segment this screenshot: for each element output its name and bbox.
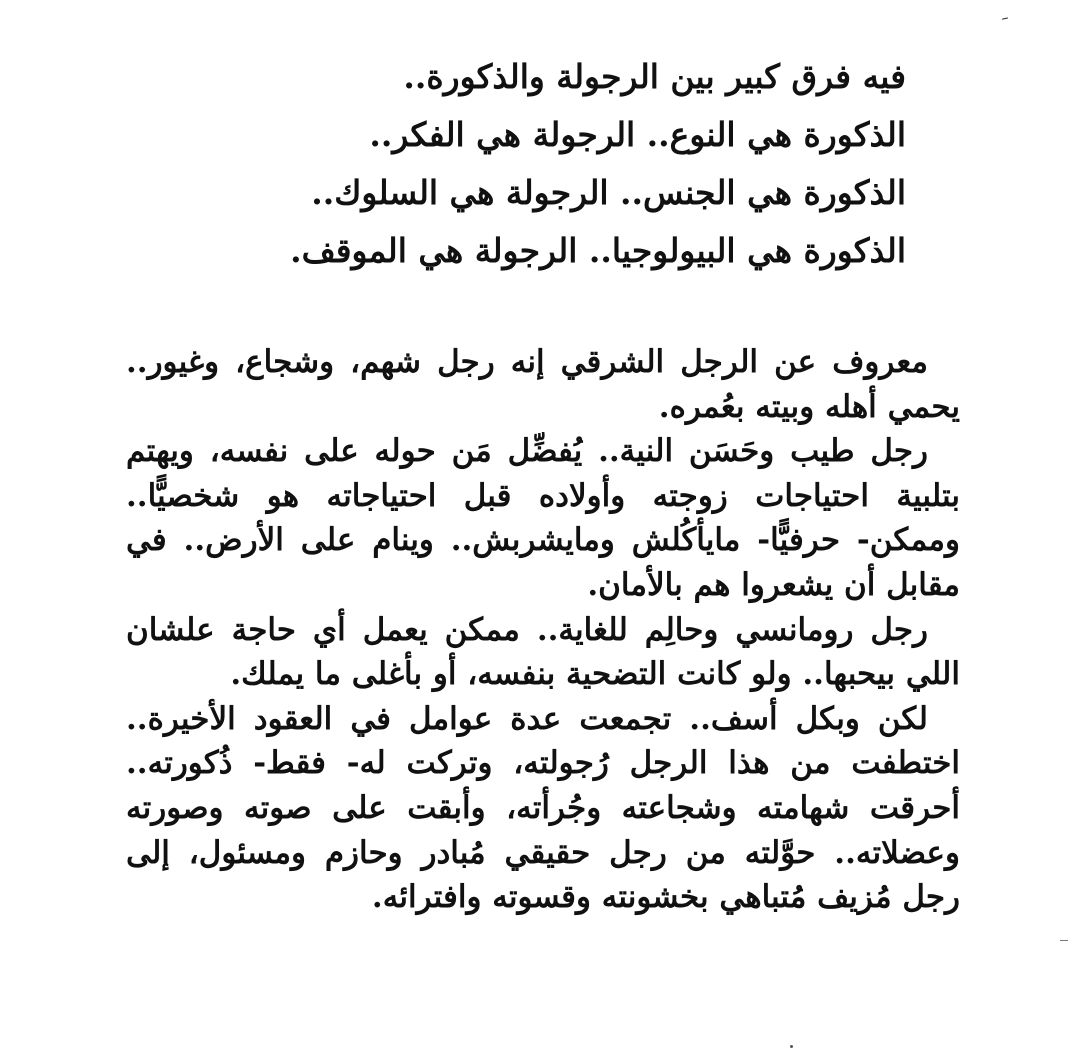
paragraph-line: معروف عن الرجل الشرقي إنه رجل شهم، وشجاع، وغيور.. [126, 344, 928, 380]
paragraph-line: وممكن- حرفيًّا- مايأكُلش ومايشربش.. وينام على الأرض.. في [126, 522, 960, 559]
scan-mark [1060, 940, 1068, 941]
paragraph-line: أحرقت شهامته وشجاعته وجُرأته، وأبقت على صوته وصورته [126, 789, 960, 826]
paragraph-line: لكن وبكل أسف.. تجمعت عدة عوامل في العقود الأخيرة.. [126, 700, 928, 737]
paragraph-line: رجل طيب وحَسَن النية.. يُفضِّل مَن حوله على نفسه، ويهتم [126, 433, 928, 470]
paragraph-line: يحمي أهله وبيته بعُمره. [658, 388, 960, 425]
scan-dot [790, 1045, 793, 1048]
paragraph [126, 429, 960, 607]
poem-block [146, 48, 906, 280]
poem-line: الذكورة هي الجنس.. الرجولة هي السلوك.. [311, 173, 906, 212]
paragraph-line: اللي بيحبها.. ولو كانت التضحية بنفسه، أو بأغلى ما يملك. [230, 656, 960, 693]
paragraph [126, 608, 960, 697]
poem-line: فيه فرق كبير بين الرجولة والذكورة.. [403, 57, 906, 96]
paragraph-line: رجل مُزيف مُتباهي بخشونته وقسوته وافترائه. [371, 879, 960, 916]
body-text [126, 340, 960, 920]
poem-line: الذكورة هي البيولوجيا.. الرجولة هي الموقف. [290, 231, 906, 270]
paragraph-line: بتلبية احتياجات زوجته وأولاده قبل احتياجاته هو شخصيًّا.. [126, 477, 960, 514]
paragraph-line: اختطفت من هذا الرجل رُجولته، وتركت له- فقط- ذُكورته.. [126, 745, 960, 782]
poem-line: الذكورة هي النوع.. الرجولة هي الفكر.. [369, 115, 906, 154]
paragraph-line: مقابل أن يشعروا هم بالأمان. [587, 566, 960, 603]
paragraph [126, 697, 960, 920]
paragraph [126, 340, 960, 429]
paragraph-line: وعضلاته.. حوَّلته من رجل حقيقي مُبادر وحازم ومسئول، إلى [126, 834, 960, 871]
paragraph-line: رجل رومانسي وحالِم للغاية.. ممكن يعمل أي حاجة علشان [126, 611, 928, 648]
